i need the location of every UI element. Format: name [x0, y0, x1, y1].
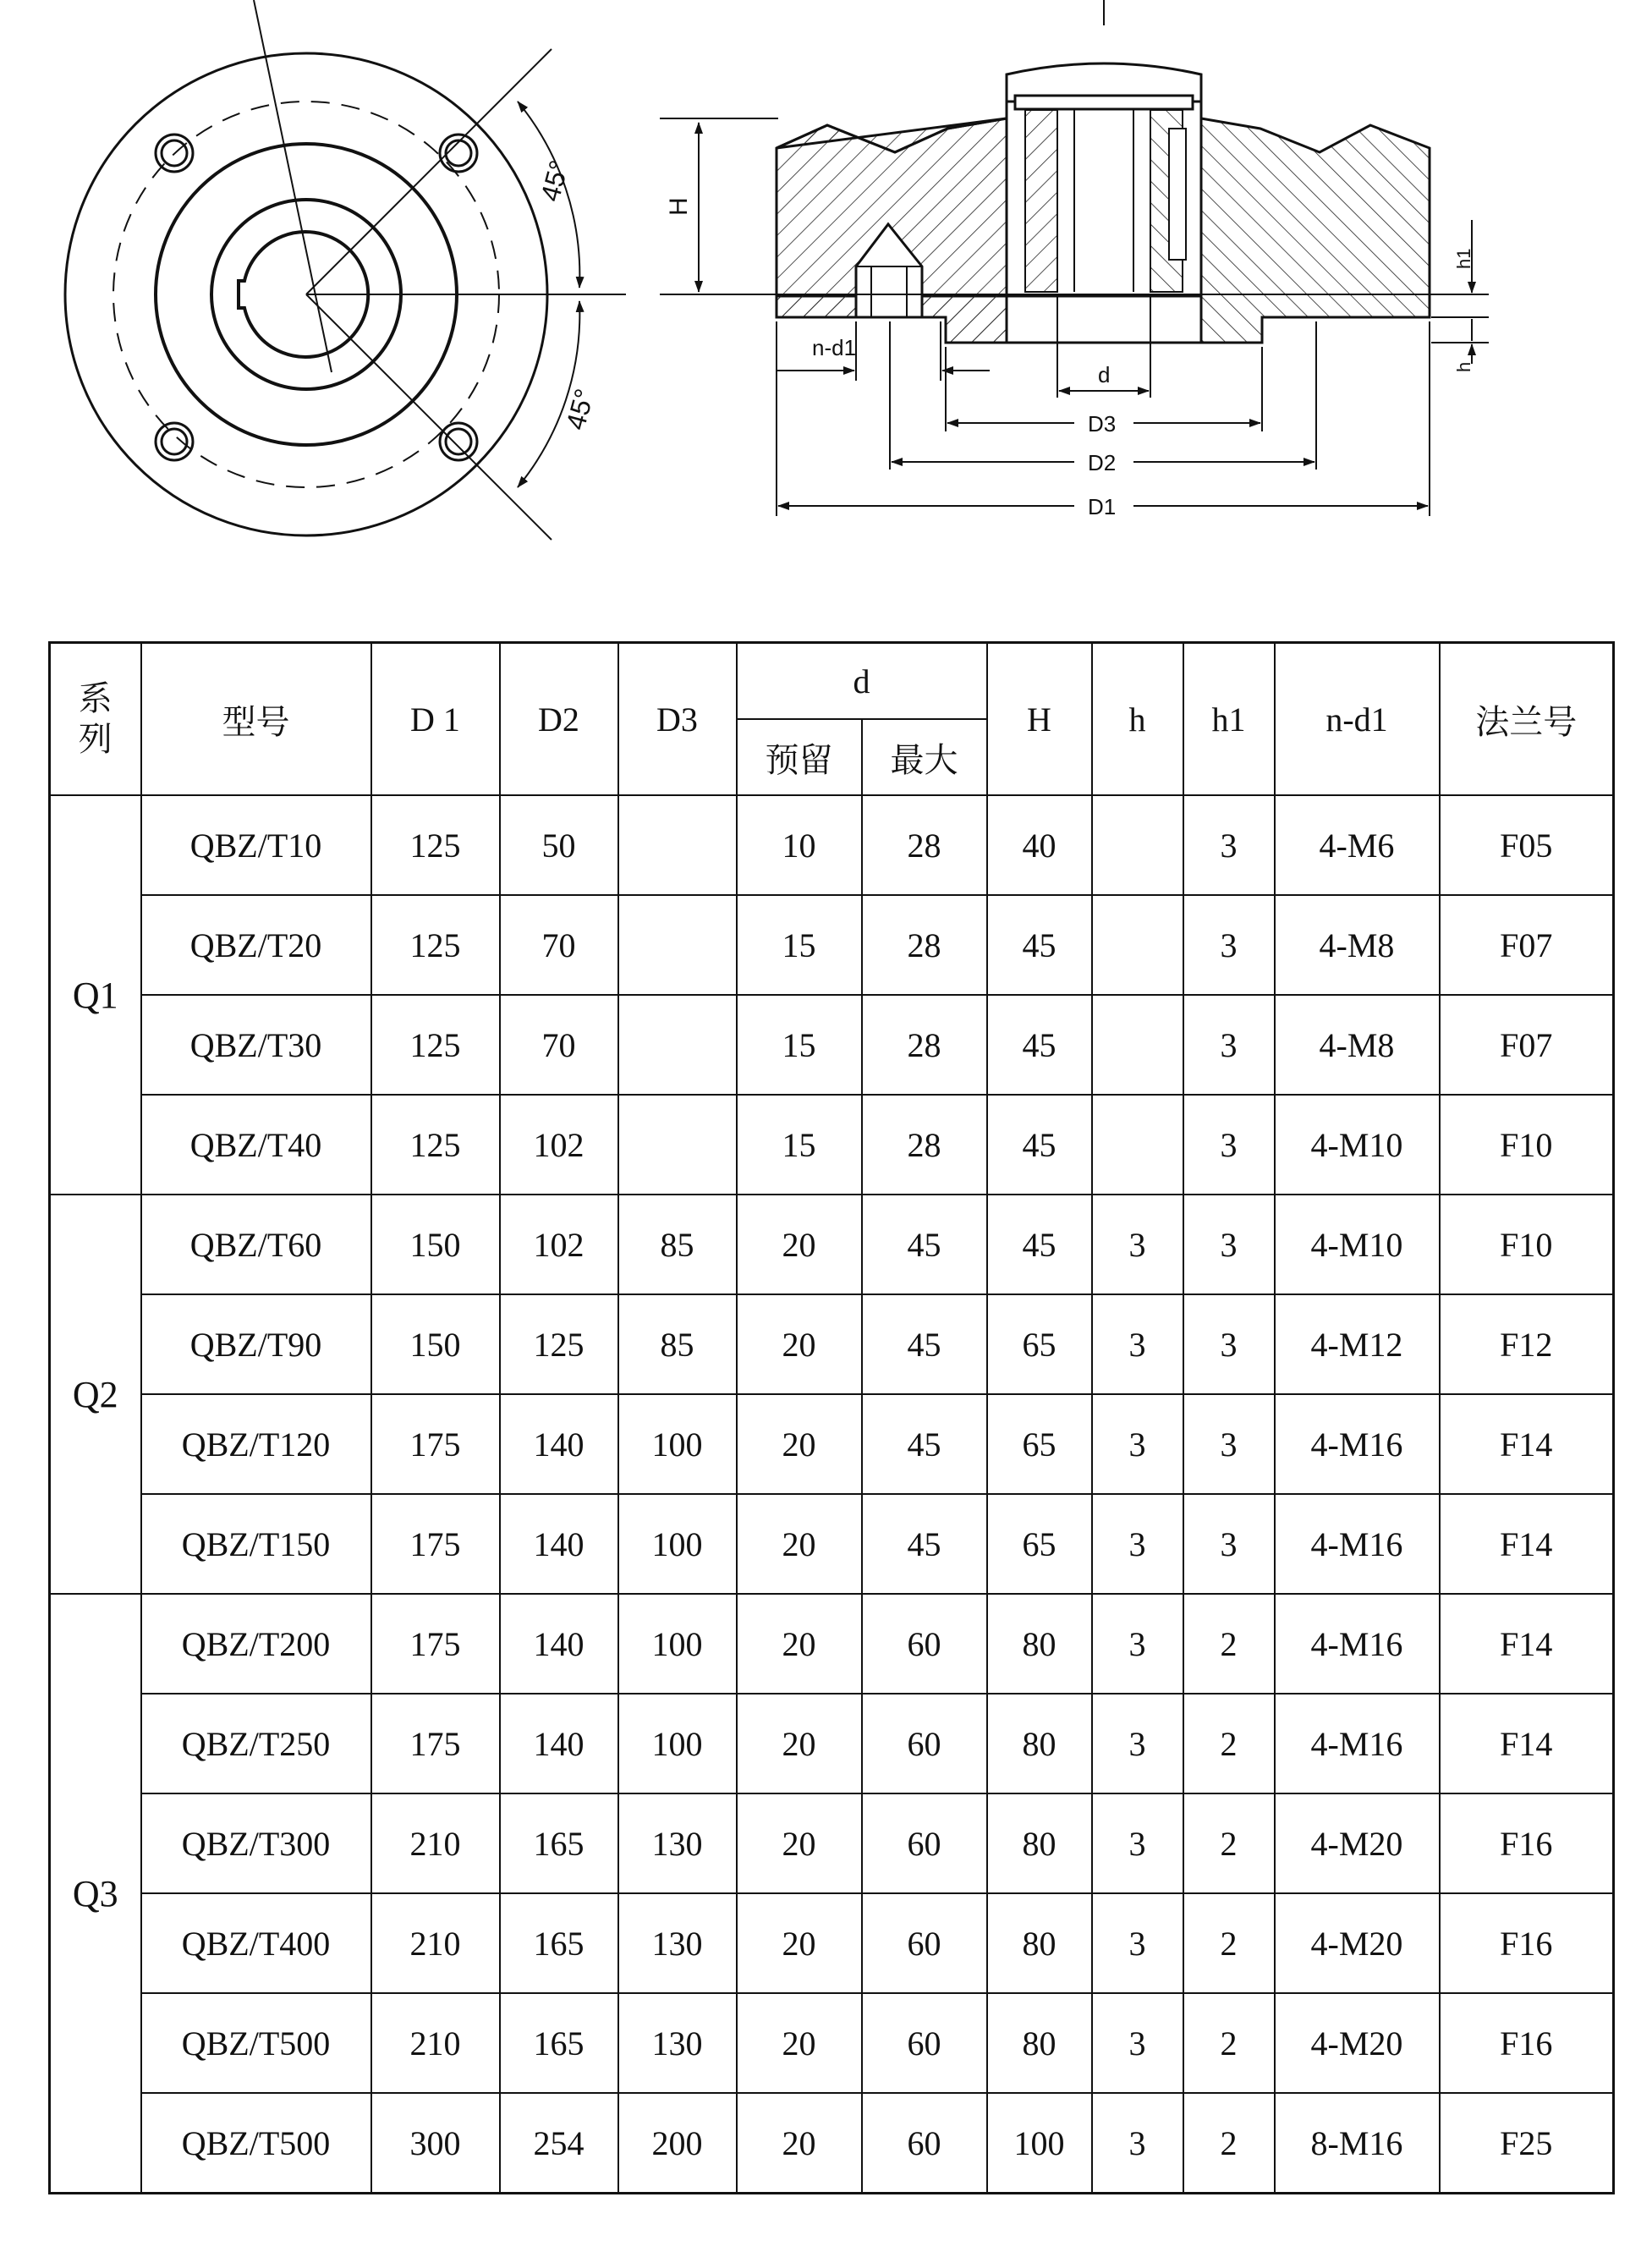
cell-h1: 3: [1183, 1294, 1275, 1394]
dim-label-D1: D1: [1088, 494, 1117, 519]
cell-d-reserved: 20: [737, 1294, 862, 1394]
cell-D3: 85: [618, 1195, 737, 1294]
cell-h: 3: [1092, 1793, 1183, 1893]
cell-h1: 3: [1183, 995, 1275, 1095]
cell-D1: 175: [371, 1594, 500, 1694]
cell-D2: 70: [500, 995, 618, 1095]
cell-H: 40: [987, 795, 1092, 895]
cell-d-max: 28: [862, 1095, 987, 1195]
cell-D2: 50: [500, 795, 618, 895]
cell-d-reserved: 15: [737, 995, 862, 1095]
cell-D3: 100: [618, 1594, 737, 1694]
table-row: [50, 1993, 1614, 2093]
cell-h: [1092, 895, 1183, 995]
cell-D2: 140: [500, 1494, 618, 1594]
dim-label-D2: D2: [1088, 450, 1117, 475]
cell-model: QBZ/T20: [141, 895, 371, 995]
cell-D3: 85: [618, 1294, 737, 1394]
series-cell: Q2: [50, 1195, 141, 1594]
header-D3: D3: [618, 643, 737, 796]
cell-flange: F16: [1440, 1993, 1614, 2093]
cell-H: 65: [987, 1394, 1092, 1494]
cell-h1: 2: [1183, 2093, 1275, 2194]
cell-h: 3: [1092, 1893, 1183, 1993]
cell-h1: 2: [1183, 1793, 1275, 1893]
cell-D1: 300: [371, 2093, 500, 2194]
cell-h1: 3: [1183, 1394, 1275, 1494]
cell-nd1: 4-M12: [1275, 1294, 1440, 1394]
dim-label-h1: h1: [1453, 248, 1474, 269]
table-row: [50, 795, 1614, 895]
cell-d-reserved: 20: [737, 1893, 862, 1993]
cell-h1: 3: [1183, 795, 1275, 895]
cell-d-max: 45: [862, 1394, 987, 1494]
cell-nd1: 4-M6: [1275, 795, 1440, 895]
cell-h: [1092, 1095, 1183, 1195]
angle-label-top: 45°: [534, 157, 575, 205]
cell-D1: 125: [371, 995, 500, 1095]
spec-table: [48, 641, 1615, 2194]
cell-model: QBZ/T200: [141, 1594, 371, 1694]
cell-h1: 3: [1183, 1195, 1275, 1294]
cell-d-reserved: 15: [737, 895, 862, 995]
table-row: [50, 1893, 1614, 1993]
cell-h1: 2: [1183, 1594, 1275, 1694]
cell-d-max: 60: [862, 1893, 987, 1993]
header-d: d: [737, 643, 987, 720]
header-h1: h1: [1183, 643, 1275, 796]
header-h: h: [1092, 643, 1183, 796]
cell-flange: F16: [1440, 1893, 1614, 1993]
technical-drawing: [0, 0, 1652, 592]
cell-model: QBZ/T500: [141, 1993, 371, 2093]
cell-nd1: 4-M16: [1275, 1394, 1440, 1494]
cell-d-max: 45: [862, 1195, 987, 1294]
cell-D3: 100: [618, 1694, 737, 1793]
cell-D3: 130: [618, 1993, 737, 2093]
cell-H: 45: [987, 1095, 1092, 1195]
table-row: [50, 1694, 1614, 1793]
cell-D3: 100: [618, 1494, 737, 1594]
cell-h1: 3: [1183, 1494, 1275, 1594]
cell-flange: F10: [1440, 1195, 1614, 1294]
cell-nd1: 4-M8: [1275, 895, 1440, 995]
cell-D1: 125: [371, 1095, 500, 1195]
cell-nd1: 4-M16: [1275, 1494, 1440, 1594]
dim-label-n-d1: n-d1: [812, 335, 857, 360]
cell-d-reserved: 20: [737, 1594, 862, 1694]
header-n-d1: n-d1: [1275, 643, 1440, 796]
cell-d-max: 60: [862, 2093, 987, 2194]
cell-nd1: 4-M10: [1275, 1095, 1440, 1195]
cell-d-max: 28: [862, 995, 987, 1095]
cell-nd1: 4-M16: [1275, 1594, 1440, 1694]
cell-D3: [618, 895, 737, 995]
cell-h: [1092, 995, 1183, 1095]
cell-h: 3: [1092, 1993, 1183, 2093]
cell-d-reserved: 20: [737, 1195, 862, 1294]
cell-h: 3: [1092, 1694, 1183, 1793]
header-D1: D 1: [371, 643, 500, 796]
cell-h: 3: [1092, 1494, 1183, 1594]
cell-d-max: 28: [862, 895, 987, 995]
cell-model: QBZ/T30: [141, 995, 371, 1095]
header-flange: 法兰号: [1440, 643, 1614, 796]
cell-D3: [618, 1095, 737, 1195]
cell-D3: [618, 995, 737, 1095]
cell-H: 80: [987, 1694, 1092, 1793]
cell-D2: 70: [500, 895, 618, 995]
cell-D1: 175: [371, 1394, 500, 1494]
cell-H: 45: [987, 995, 1092, 1095]
cell-flange: F16: [1440, 1793, 1614, 1893]
cell-nd1: 4-M20: [1275, 1893, 1440, 1993]
cell-D3: 130: [618, 1793, 737, 1893]
table-row: [50, 1793, 1614, 1893]
cell-flange: F14: [1440, 1394, 1614, 1494]
cell-h: 3: [1092, 1594, 1183, 1694]
header-series: 系 列: [50, 643, 141, 796]
cell-nd1: 4-M20: [1275, 1993, 1440, 2093]
cell-model: QBZ/T40: [141, 1095, 371, 1195]
table-row: [50, 1294, 1614, 1394]
front-view: [65, 0, 626, 540]
cell-D1: 210: [371, 1893, 500, 1993]
cell-d-reserved: 20: [737, 1694, 862, 1793]
cell-nd1: 4-M16: [1275, 1694, 1440, 1793]
cell-D2: 102: [500, 1195, 618, 1294]
angle-label-bottom: 45°: [559, 385, 601, 433]
cell-h1: 3: [1183, 895, 1275, 995]
table-row: [50, 1594, 1614, 1694]
cell-D3: 130: [618, 1893, 737, 1993]
header-d-max: 最大: [862, 719, 987, 795]
cell-H: 80: [987, 1893, 1092, 1993]
cell-d-max: 45: [862, 1494, 987, 1594]
table-row: [50, 895, 1614, 995]
series-cell: Q1: [50, 795, 141, 1195]
cell-d-max: 28: [862, 795, 987, 895]
cell-D2: 254: [500, 2093, 618, 2194]
cell-H: 65: [987, 1294, 1092, 1394]
cell-D1: 210: [371, 1993, 500, 2093]
cell-d-max: 45: [862, 1294, 987, 1394]
cell-h1: 2: [1183, 1893, 1275, 1993]
cell-D3: [618, 795, 737, 895]
cell-d-reserved: 20: [737, 1394, 862, 1494]
cell-h: 3: [1092, 1195, 1183, 1294]
cell-D2: 140: [500, 1694, 618, 1793]
cell-H: 80: [987, 1594, 1092, 1694]
cell-flange: F14: [1440, 1594, 1614, 1694]
cell-h: 3: [1092, 1294, 1183, 1394]
dim-label-H: H: [665, 197, 693, 216]
cell-model: QBZ/T500: [141, 2093, 371, 2194]
cell-flange: F12: [1440, 1294, 1614, 1394]
cell-h: [1092, 795, 1183, 895]
cell-D2: 140: [500, 1394, 618, 1494]
cell-model: QBZ/T300: [141, 1793, 371, 1893]
cell-D1: 125: [371, 895, 500, 995]
cell-flange: F25: [1440, 2093, 1614, 2194]
cell-H: 80: [987, 1793, 1092, 1893]
cell-d-max: 60: [862, 1793, 987, 1893]
section-view: [660, 0, 1489, 516]
cell-H: 45: [987, 895, 1092, 995]
cell-model: QBZ/T120: [141, 1394, 371, 1494]
cell-flange: F10: [1440, 1095, 1614, 1195]
table-row: [50, 1095, 1614, 1195]
header-model: 型号: [141, 643, 371, 796]
cell-D3: 100: [618, 1394, 737, 1494]
cell-D1: 175: [371, 1494, 500, 1594]
cell-d-reserved: 20: [737, 2093, 862, 2194]
cell-flange: F05: [1440, 795, 1614, 895]
cell-d-reserved: 15: [737, 1095, 862, 1195]
dim-label-d: d: [1098, 362, 1111, 387]
table-row: [50, 2093, 1614, 2194]
cell-D2: 102: [500, 1095, 618, 1195]
table-row: [50, 1195, 1614, 1294]
cell-D1: 125: [371, 795, 500, 895]
flange-body-right-main: [1201, 118, 1430, 343]
cell-flange: F14: [1440, 1494, 1614, 1594]
cell-D1: 150: [371, 1294, 500, 1394]
cell-d-reserved: 20: [737, 1793, 862, 1893]
cell-d-max: 60: [862, 1594, 987, 1694]
cell-d-reserved: 10: [737, 795, 862, 895]
cell-H: 65: [987, 1494, 1092, 1594]
cell-h: 3: [1092, 1394, 1183, 1494]
base-bore: [1007, 296, 1201, 343]
cell-nd1: 4-M8: [1275, 995, 1440, 1095]
cell-model: QBZ/T10: [141, 795, 371, 895]
cell-nd1: 4-M20: [1275, 1793, 1440, 1893]
cell-nd1: 8-M16: [1275, 2093, 1440, 2194]
header-D2: D2: [500, 643, 618, 796]
cell-d-max: 60: [862, 1993, 987, 2093]
cell-D2: 125: [500, 1294, 618, 1394]
dim-label-h: h: [1453, 361, 1474, 372]
cell-H: 100: [987, 2093, 1092, 2194]
table-row: [50, 1394, 1614, 1494]
cell-flange: F07: [1440, 895, 1614, 995]
cell-model: QBZ/T250: [141, 1694, 371, 1793]
cell-model: QBZ/T400: [141, 1893, 371, 1993]
cell-D2: 165: [500, 1993, 618, 2093]
cell-model: QBZ/T150: [141, 1494, 371, 1594]
cell-D1: 210: [371, 1793, 500, 1893]
cell-D2: 165: [500, 1793, 618, 1893]
cell-flange: F07: [1440, 995, 1614, 1095]
cell-H: 80: [987, 1993, 1092, 2093]
table-body: [50, 795, 1614, 2194]
cell-flange: F14: [1440, 1694, 1614, 1793]
cell-d-reserved: 20: [737, 1993, 862, 2093]
table-row: [50, 995, 1614, 1095]
cell-D1: 175: [371, 1694, 500, 1793]
cell-d-max: 60: [862, 1694, 987, 1793]
cell-h: 3: [1092, 2093, 1183, 2194]
header-H: H: [987, 643, 1092, 796]
header-d-reserved: 预留: [737, 719, 862, 795]
table-header: [50, 643, 1614, 796]
cell-D1: 150: [371, 1195, 500, 1294]
cell-h1: 3: [1183, 1095, 1275, 1195]
cell-h1: 2: [1183, 1993, 1275, 2093]
cell-d-reserved: 20: [737, 1494, 862, 1594]
cell-D2: 165: [500, 1893, 618, 1993]
series-cell: Q3: [50, 1594, 141, 2194]
table-row: [50, 1494, 1614, 1594]
cell-D2: 140: [500, 1594, 618, 1694]
cell-h1: 2: [1183, 1694, 1275, 1793]
cell-D3: 200: [618, 2093, 737, 2194]
cell-nd1: 4-M10: [1275, 1195, 1440, 1294]
cell-model: QBZ/T90: [141, 1294, 371, 1394]
cell-H: 45: [987, 1195, 1092, 1294]
cell-model: QBZ/T60: [141, 1195, 371, 1294]
dim-label-D3: D3: [1088, 411, 1117, 437]
